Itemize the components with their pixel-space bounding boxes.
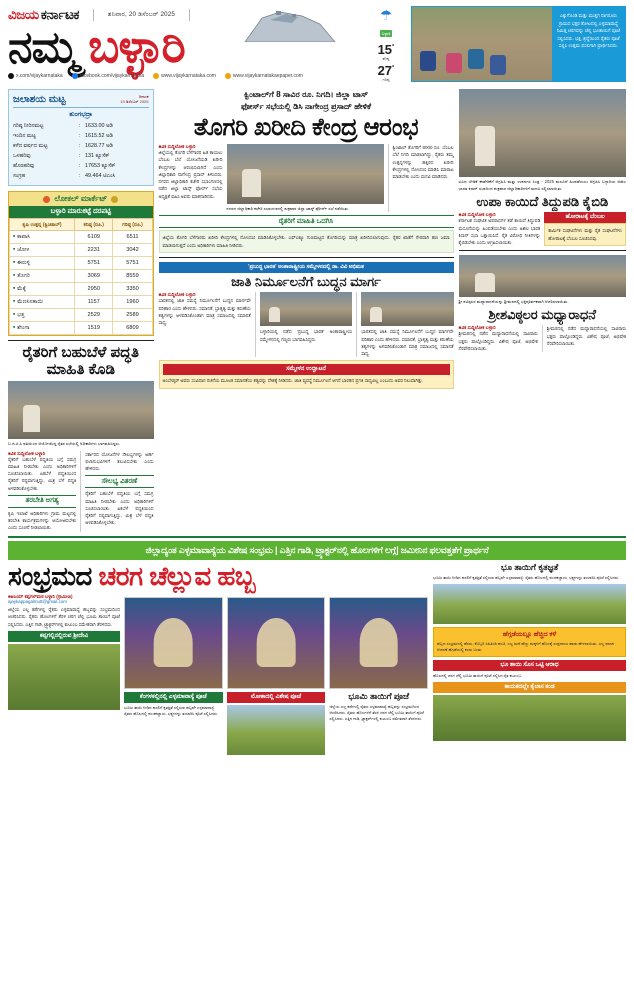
- water-level-row: [13, 141, 149, 151]
- produce-max: 8559: [113, 270, 152, 283]
- social-link-facebook-label: facebook.com/vijaykarnataka: [79, 72, 145, 79]
- water-level-value: 1633.00 ಅಡಿ: [85, 123, 113, 129]
- feature-yellow-body: ಹಬ್ಬದ ಸಂಭ್ರಮದಲ್ಲಿ ಹೆಸರು, ಕೊಬ್ಬರಿ ಸಿಹಿತಿಂಡಿ ಹಂಚಿ, ಎಲ್ಲ ಮನೆ ಹೆಣ್ಣು ಮಕ್ಕಳಿಗೆ ಹೊಲಕ್ಕೆ ಸಂಪ್ರದಾಯ ಹಾಡು ಹೇಳಲಾಯಿತು. ಎಲ್ಲ ಫಲಾನ ಆಚರಣೆ ಹೆಗ್ಗಡೆಯಲ್ಲಿ ಕಂಡು ಬಂತು.: [437, 640, 615, 652]
- market-subtitle: ಬಳ್ಳಾರಿ ಮಾರುಕಟ್ಟೆ ದರಪಟ್ಟಿ: [9, 206, 153, 218]
- feature-yellow-box: [433, 627, 626, 657]
- upa-box-body: ಕಾರ್ಮಿಕ ಸಂಘಟನೆಗಳು ಮತ್ತು ರೈತ ಸಂಘಟನೆಗಳು ಹೋರಾಟಕ್ಕೆ ಬೆಂಬಲ ಸೂಚಿಸಿದವು.: [548, 228, 623, 241]
- caste-col-2: [255, 292, 352, 357]
- feature-sub-mid-body: ಜಿಲ್ಲೆಯ ಎಲ್ಲ ಕಡೆಗಳಲ್ಲಿ ರೈತರು ಎಳ್ಳಮಾವಾಸ್ಯೆ ಹಬ್ಬವನ್ನು ಸಂಭ್ರಮದಿಂದ ಆಚರಿಸಿದರು. ರೈತರು ಹೊಲಗಳಿಗೆ ತೆರಳಿ ಚರಗ ಚೆಲ್ಲಿ ಭೂಮಿ ತಾಯಿಗೆ ಪೂಜೆ ಸಲ್ಲಿಸಿದರು. ಎತ್ತಿನ ಗಾಡಿ, ಟ್ರ್ಯಾಕ್ಟರ್‌ಗಳಲ್ಲಿ ಕುಟುಂಬ ಸಮೇತರಾಗಿ ತೆರಳಿದರು.: [329, 703, 424, 721]
- feature-main: [8, 560, 428, 755]
- table-row: [10, 309, 153, 322]
- produce-min: 2529: [74, 309, 113, 322]
- madhwaradhane-caption: ಶ್ರೀ ಶವಿಠ್ಠಲರ ಮಧ್ಯಾರಾಧನೆಯನ್ನು ಶ್ರೀಮಠದಲ್ಲಿ ಭಕ್ತಿಪೂರ್ವಕವಾಗಿ ಆಚರಿಸಲಾಯಿತು.: [458, 299, 569, 305]
- col-header-max: ಗರಿಷ್ಠ (ರೂ.): [113, 219, 152, 231]
- produce-min: 2950: [74, 283, 113, 296]
- table-row: [10, 244, 153, 257]
- lead-headline: ತೊಗರಿ ಖರೀದಿ ಕೇಂದ್ರ ಆರಂಭ: [193, 113, 419, 141]
- caste-photo-2: [361, 292, 453, 326]
- produce-name: ■ ಶೇಂಗಾ: [10, 322, 75, 335]
- multicrop-headline: ರೈತರಿಗೆ ಬಹುಬೆಳೆ ಪದ್ಧತಿ ಮಾಹಿತಿ ಕೊಡಿ: [22, 344, 139, 378]
- x-icon: [8, 73, 14, 79]
- produce-min: 1157: [74, 296, 113, 309]
- globe-icon: [153, 73, 159, 79]
- temple-photo-2: [227, 597, 326, 689]
- water-level-value: 49.464 ಟಿಎಂಸಿ: [85, 173, 116, 179]
- edition-title-ballari: ಬಳ್ಳಾರಿ: [88, 20, 185, 72]
- colon: :: [79, 163, 81, 169]
- water-level-key: ಇಂದಿನ ಮಟ್ಟ: [13, 133, 36, 139]
- edition-title-namma: ನಮ್ಮ: [8, 23, 79, 72]
- upa-box-title: ಹೋರಾಟಕ್ಕೆ ಬೆಂಬಲ: [544, 212, 626, 223]
- produce-name: ■ ಮೆಣಸಿನಕಾಯಿ: [10, 296, 75, 309]
- feature-headline: [8, 560, 428, 591]
- top-promo-caption: ಎಕ್ಕುಗೊಂಡಿ ಮತ್ತು ಮುತ್ತಗ ನಾಗನೂರು ಗ್ರಾಮದ ಭಕ್ತರ ತೋಟದಲ್ಲಿ ಎಳ್ಳಮಾವಾಸ್ಯೆ ನಿಮಿತ್ತ ಚರಗವನ್ನು ಚೆಲ್ಲಿ ಭೂತಾಯಿಗೆ ಪೂಜೆ ಸಲ್ಲಿಸಿದರು. ಭಕ್ತಿ, ಶ್ರದ್ಧೆಯಿಂದ ರೈತರು ಪೂಜೆ ಸಲ್ಲಿಸಿ ಉತ್ತಮ ಫಸಲಿಗಾಗಿ ಪ್ರಾರ್ಥಿಸಿದರು.: [552, 7, 625, 81]
- feature-bottom-photo: [433, 695, 626, 741]
- produce-min: 1519: [74, 322, 113, 335]
- caste-body-columns: [159, 292, 454, 357]
- feature-field-photo: [8, 644, 120, 710]
- caste-kicker: 'ಪ್ರಬುದ್ಧ ಭಾರತ' ಅಂತಾರಾಷ್ಟ್ರೀಯ ಸಮ್ಮೇಳನದಲ್ಲಿ ಡಾ. ವಿವಿ ಅಭಿಮತ: [159, 262, 454, 273]
- water-level-value: 17653 ಕ್ಯೂಸೆಕ್: [85, 163, 116, 169]
- water-level-date-value: 19 ಡಿಸೆಂಬರ್ 2025: [120, 99, 149, 105]
- lead-kicker-line2: ಫೋರ್ಸ್ ಸಭೆಯಲ್ಲಿ ಡಿಸಿ ನಾಗೇಂದ್ರ ಪ್ರಸಾದ್ ಹೇಳಿಕೆ: [241, 101, 372, 111]
- temple-photo-1: [124, 597, 223, 689]
- lead-body-right: ಕ್ವಿಂಟಾಲ್ ತೊಗರಿಗೆ 8000 ರೂ. ಬೆಂಬಲ ಬೆಲೆ ನಿಗದಿ ಮಾಡಲಾಗಿದ್ದು, ರೈತರು ತಮ್ಮ ಉತ್ಪನ್ನಗಳನ್ನು ಹತ್ತಿರದ ಖರೀದಿ ಕೇಂದ್ರಗಳಲ್ಲಿ ನೋಂದಣಿ ಮಾಡಿಸಿ ಮಾರಾಟ ಮಾಡಬೇಕು ಎಂದು ಮನವಿ ಮಾಡಿದರು.: [392, 144, 454, 180]
- feature-green-band: ಜಿಲ್ಲಾದ್ಯಂತ ಎಳ್ಳಮಾವಾಸ್ಯೆಯ ವಿಶೇಷ ಸಂಭ್ರಮ | ಎತ್ತಿನ ಗಾಡಿ, ಟ್ರ್ಯಾಕ್ಟರ್‌ನಲ್ಲಿ ಹೊಲಗಳಿಗೆ ಲಗ್ಗೆ| ಜಮೀನಿನ ಫಲವತ್ತತೆಗೆ ಪ್ರಾರ್ಥನೆ: [8, 541, 626, 560]
- divider: [8, 340, 154, 341]
- colon: :: [79, 143, 81, 149]
- story-upa-act: [459, 89, 626, 246]
- upa-photo: [459, 89, 626, 177]
- madhwaradhane-headline: ಶ್ರೀಶವಿಠ್ಠಲರ ಮಧ್ಯಾರಾಧನೆ: [488, 306, 597, 322]
- market-banner: [9, 192, 153, 206]
- temple-caption-2: ಮೋಕಾದಲ್ಲಿ ವಿಶೇಷ ಪೂಜೆ: [227, 692, 326, 703]
- feature-sub-mid-title: ಭೂಮಿ ತಾಯಿಗೆ ಪೂಜೆ: [348, 691, 410, 702]
- produce-name: ■ ಭತ್ತ: [10, 309, 75, 322]
- feature-side-body: ಭೂಮಿ ತಾಯಿ ನೀಡಿದ ಫಸಲಿಗೆ ಕೃತಜ್ಞತೆ ಸಲ್ಲಿಸುವ ಹಬ್ಬವೇ ಎಳ್ಳಮಾವಾಸ್ಯೆ. ರೈತರು ಹೊಲದಲ್ಲಿ ಪಂಚಕಜ್ಜಾಯ, ಭಕ್ಷ್ಯಗಳನ್ನು ತಯಾರಿಸಿ ಪೂಜೆ ಸಲ್ಲಿಸಿದರು.: [433, 574, 620, 580]
- center-column: [159, 89, 454, 532]
- water-level-key: ಗರಿಷ್ಠ ನೀರಿನಮಟ್ಟ: [13, 123, 44, 129]
- market-rates-table: [9, 218, 153, 335]
- social-link-website-label: www.vijaykarnataka.com: [161, 72, 216, 79]
- feature-temple-captions: [124, 692, 428, 755]
- colon: :: [79, 123, 81, 129]
- feature-body-columns: [8, 594, 428, 755]
- water-level-key: ಒಳಹರಿವು: [13, 153, 31, 159]
- produce-max: 6809: [113, 322, 152, 335]
- feature-orange-band: ಕಾಯಕದಲ್ಲೇ ಕೈಲಾಸ ಕಂಡ: [433, 682, 626, 693]
- madhwaradhane-body-columns: [459, 325, 626, 352]
- upa-box: [544, 223, 626, 246]
- masthead-left: [8, 6, 363, 79]
- top-promo-panel: [411, 6, 626, 82]
- produce-max: 3042: [113, 244, 152, 257]
- top-promo-photo: [412, 7, 552, 81]
- facebook-icon: [72, 73, 78, 79]
- caste-col-3: [356, 292, 453, 357]
- multicrop-col-2: [80, 451, 153, 532]
- feature-yellow-title: ಹೆಗ್ಗಡೆಯಲ್ಲೂ ಹೆಚ್ಚಿದ ಕಳೆ: [502, 630, 557, 638]
- multicrop-subhead-2: ಸೌಲಭ್ಯ ವಿತರಣೆ: [85, 475, 153, 488]
- feature-col-2: [124, 594, 428, 755]
- feature-headline-black: ಸಂಭ್ರಮದ: [8, 560, 92, 591]
- feature-temple-photos: [124, 597, 428, 689]
- upa-body: ಕರ್ನಾಟಕ ಸಂಘಟಿತ ಅಪರಾಧಗಳ ತಡೆ ಕಾಯಿದೆ ತಿದ್ದುಪಡಿ ಮಸೂದೆಯನ್ನು ಹಿಂಪಡೆಯಬೇಕು ಎಂದು ಅಖಿಲ ಭಾರತ ಕಿಸಾನ್ ಸಭಾ ಒತ್ತಾಯಿಸಿದೆ. ರೈತ ವಿರೋಧಿ ನೀತಿಗಳನ್ನು ಕೈಬಿಡಬೇಕು ಎಂದು ಆಗ್ರಹಿಸಲಾಯಿತು.: [458, 218, 541, 246]
- colon: :: [79, 133, 81, 139]
- weather-city: ಬಳ್ಳಾರಿ: [381, 31, 391, 36]
- multicrop-body-1: ರೈತರಿಗೆ ಬಹುಬೆಳೆ ಪದ್ಧತಿಯ ಬಗ್ಗೆ ಸಮಗ್ರ ಮಾಹಿತಿ ನೀಡಬೇಕು ಎಂದು ಅಧಿಕಾರಿಗಳಿಗೆ ಸೂಚಿಸಲಾಯಿತು. ಏಕಬೆಳೆ ಪದ್ಧತಿಯಿಂದ ರೈತರಿಗೆ ನಷ್ಟವಾಗುತ್ತಿದ್ದು, ಮಿಶ್ರ ಬೆಳೆ ಪದ್ಧತಿ ಅಳವಡಿಸಿಕೊಳ್ಳಬೇಕು.: [8, 456, 77, 491]
- lead-col-1: [159, 144, 223, 213]
- produce-icon: [43, 196, 50, 203]
- publisher-logo: [8, 8, 79, 22]
- produce-max: 6511: [113, 231, 152, 244]
- rain-cloud-icon: ☂: [379, 7, 393, 23]
- produce-max: 5751: [113, 257, 152, 270]
- caste-photo-1: [260, 292, 352, 326]
- divider: [459, 250, 626, 251]
- water-level-key: ಹೊರಹರಿವು: [13, 163, 35, 169]
- lead-kicker-line1: ಕ್ವಿಂಟಾಲ್‌ಗೆ 8 ಸಾವಿರ ರೂ. ನಿಗದಿ। ಜಿಲ್ಲಾ ಟಾಸ್: [243, 90, 369, 99]
- upa-col-1: [459, 212, 541, 246]
- feature-col-1: [8, 594, 120, 755]
- water-level-key: ಸಂಗ್ರಹ: [13, 173, 26, 179]
- social-link-x-label: x.com/vijaykarnataka: [16, 72, 63, 79]
- market-banner-label: ಲೋಕಲ್ ಮಾರ್ಕೆಟ್: [54, 194, 108, 203]
- caste-col-1: [159, 292, 251, 357]
- right-column: [459, 89, 626, 532]
- story-caste: [159, 262, 454, 389]
- madhwaradhane-byline: ■ ವಿಕ ಸುದ್ದಿಲೋಕ ಬಳ್ಳಾರಿ: [459, 325, 538, 330]
- water-level-row: [13, 131, 149, 141]
- caste-body-3: ಭಾರತದಲ್ಲಿ ಜಾತಿ ಸಮಸ್ಯೆ ನಿರ್ಮೂಲನೆಗೆ ಬುದ್ಧನ ಮಾರ್ಗವೇ ಪರಿಹಾರ ಎಂದು ಹೇಳಿದರು. ಸಮಾನತೆ, ಭ್ರಾತೃತ್ವ ಮತ್ತು ಕರುಣೆಯ ತತ್ವಗಳನ್ನು ಅಳವಡಿಸಿಕೊಂಡಾಗ ಮಾತ್ರ ಸಮಾಜದಲ್ಲಿ ಸಮಾನತೆ ಸಾಧ್ಯ.: [361, 329, 454, 357]
- feature-side: [433, 563, 626, 755]
- social-link-epaper-label: www.vijaykarnatakaepaper.com: [232, 72, 303, 79]
- feature-wrap: [8, 560, 626, 755]
- col-header-min: ಕನಿಷ್ಠ (ರೂ.): [74, 219, 113, 231]
- weather-min-label: ಕನಿಷ್ಠ: [382, 56, 390, 61]
- lead-col-3: [388, 144, 454, 213]
- divider: [159, 257, 454, 258]
- upa-headline: ಉಪಾ ಕಾಯಿದೆ ತಿದ್ದುಪಡಿ ಕೈಬಿಡಿ: [476, 194, 609, 209]
- lead-quote-text: ಜಿಲ್ಲೆಯ ತೊಗರಿ ಬೆಳೆಗಾರರು ಖರೀದಿ ಕೇಂದ್ರಗಳಲ್ಲಿ ನೋಂದಣಿ ಮಾಡಿಸಿಕೊಳ್ಳಬೇಕು. ಎಫ್‌ಎಕ್ಯೂ ಗುಣಮಟ್ಟದ ತೊಗರಿಯನ್ನು ಮಾತ್ರ ಖರೀದಿಸಲಾಗುವುದು. ರೈತರ ಖಾತೆಗೆ ನೇರವಾಗಿ ಹಣ ಜಮಾ ಮಾಡಲಾಗುತ್ತದೆ ಎಂದು ಅಧಿಕಾರಿಗಳು ಮಾಹಿತಿ ನೀಡಿದರು.: [162, 235, 450, 248]
- weather-max-temp: 27°: [377, 63, 395, 78]
- caste-quote-text: ಅಂಬೇಡ್ಕರ್ ಅವರು ಸಂವಿಧಾನ ರಚನೆಯ ಮೂಲಕ ಸಮಾನತೆಯ ತತ್ವವನ್ನು ದೇಶಕ್ಕೆ ನೀಡಿದರು. ಜಾತಿ ವ್ಯವಸ್ಥೆ ನಿರ್ಮೂಲನೆ ಆಗದೆ ಭಾರತದ ಪ್ರಗತಿ ಸಾಧ್ಯವಿಲ್ಲ ಎಂಬುದು ಅವರ ನಿಲುವಾಗಿತ್ತು.: [162, 378, 424, 384]
- table-row: [10, 322, 153, 335]
- water-level-row: [13, 151, 149, 161]
- water-level-header: [13, 94, 149, 108]
- temple-caption-1: ಕೆಂಗಳಕಲ್ಲಿನಲ್ಲಿ ಎಳ್ಳಮಾವಾಸ್ಯೆ ಪೂಜೆ: [124, 692, 223, 703]
- caste-byline: ■ ವಿಕ ಸುದ್ದಿಲೋಕ ಬಳ್ಳಾರಿ: [159, 292, 251, 297]
- left-column: [8, 89, 154, 532]
- multicrop-body-3: ಸರ್ಕಾರದ ಯೋಜನೆಗಳ ಸೌಲಭ್ಯಗಳನ್ನು ಅರ್ಹ ಫಲಾನುಭವಿಗಳಿಗೆ ತಲುಪಿಸಬೇಕು ಎಂದು ಹೇಳಿದರು.: [85, 451, 154, 472]
- produce-min: 3069: [74, 270, 113, 283]
- multicrop-byline: ■ ವಿಕ ಸುದ್ದಿಲೋಕ ಬಳ್ಳಾರಿ: [8, 451, 76, 456]
- water-level-value: 131 ಕ್ಯೂಸೆಕ್: [85, 153, 110, 159]
- water-level-key: ಕಳೆದ ವರ್ಷದ ಮಟ್ಟ: [13, 143, 48, 149]
- produce-max: 2589: [113, 309, 152, 322]
- water-level-row: [13, 171, 149, 181]
- lead-body-columns: [159, 144, 454, 213]
- produce-min: 2231: [74, 244, 113, 257]
- multicrop-subhead-1: ತರಬೇತಿ ಅಗತ್ಯ: [8, 495, 76, 508]
- produce-max: 1960: [113, 296, 152, 309]
- caste-body-1: ಭಾರತದಲ್ಲಿ ಜಾತಿ ಸಮಸ್ಯೆ ನಿರ್ಮೂಲನೆಗೆ ಬುದ್ಧನ ಮಾರ್ಗವೇ ಪರಿಹಾರ ಎಂದು ಹೇಳಿದರು. ಸಮಾನತೆ, ಭ್ರಾತೃತ್ವ ಮತ್ತು ಕರುಣೆಯ ತತ್ವಗಳನ್ನು ಅಳವಡಿಸಿಕೊಂಡಾಗ ಮಾತ್ರ ಸಮಾಜದಲ್ಲಿ ಸಮಾನತೆ ಸಾಧ್ಯ.: [158, 298, 251, 326]
- feature-side-title: ಭೂ ತಾಯಿಗೆ ಕೃತಜ್ಞತೆ: [500, 561, 559, 572]
- water-level-date-label: ದಿನಾಂಕ: [138, 94, 149, 99]
- produce-min: 5751: [74, 257, 113, 270]
- multicrop-col-1: [8, 451, 76, 532]
- feature-red-body: ಹೊಲದಲ್ಲಿ ಚರಗ ಚೆಲ್ಲಿ ಭೂಮಿ ತಾಯಿಗೆ ಪೂಜೆ ಸಲ್ಲಿಸಿದ ರೈತ ಕುಟುಂಬ.: [433, 672, 523, 678]
- epaper-icon: [225, 73, 231, 79]
- lead-photo: [227, 144, 384, 204]
- temple-body-1: ಭೂಮಿ ತಾಯಿ ನೀಡಿದ ಫಸಲಿಗೆ ಕೃತಜ್ಞತೆ ಸಲ್ಲಿಸುವ ಹಬ್ಬವೇ ಎಳ್ಳಮಾವಾಸ್ಯೆ. ರೈತರು ಹೊಲದಲ್ಲಿ ಪಂಚಕಜ್ಜಾಯ, ಭಕ್ಷ್ಯಗಳನ್ನು ತಯಾರಿಸಿ ಪೂಜೆ ಸಲ್ಲಿಸಿದರು.: [124, 705, 219, 717]
- colon: :: [79, 153, 81, 159]
- grain-icon: [111, 196, 118, 203]
- feature-byline: ■ ಅಜಯ್ ಕಪ್ಪಗಲ್‌ಮಠ ಬಳ್ಳಾರಿ (ಗ್ರಾಮೀಣ): [8, 594, 120, 599]
- madhwaradhane-col-1: [459, 325, 538, 352]
- water-level-row: [13, 121, 149, 131]
- produce-name: ■ ಮೆಕ್ಕೆ: [10, 283, 75, 296]
- lead-photo-wrap: [227, 144, 384, 213]
- temple-photo-extra: [227, 705, 326, 755]
- table-row: [10, 296, 153, 309]
- publisher-name-karnataka: ಕರ್ನಾಟಕ: [40, 6, 79, 22]
- madhwaradhane-photo: [459, 255, 626, 297]
- caste-headline: ಜಾತಿ ನಿರ್ಮೂಲನೆಗೆ ಬುದ್ಧನ ಮಾರ್ಗ: [231, 274, 381, 290]
- upa-col-2: [544, 212, 626, 246]
- col-header-produce: ಕೃಷಿ ಉತ್ಪನ್ನ (ಕ್ವಿಂಟಾಲ್): [10, 219, 75, 231]
- story-madhwaradhane: [459, 255, 626, 352]
- upa-photo-caption: ವಿವಿಧ ಬೇಡಿಕೆ ಈಡೇರಿಕೆಗೆ ಆಗ್ರಹಿಸಿ ಮತ್ತು ಉಪನಗರ ಸಿಂಡ್ರ - 2025 ಮಸೂದೆ ಹಿಂಪಡೆಯಲು ಆಗ್ರಹಿಸಿ ಬಳ್ಳಾರಿಯ ಅಖಿಲ ಭಾರತ ಕಿಸಾನ್ ಸಭಾದಿಂದ ಶುಕ್ರವಾರ ಜಿಲ್ಲಾಧಿಕಾರಿಗಳಿಗೆ ಮನವಿ ಸಲ್ಲಿಸಲಾಯಿತು.: [458, 179, 626, 191]
- feature-body: ಜಿಲ್ಲೆಯ ಎಲ್ಲ ಕಡೆಗಳಲ್ಲಿ ರೈತರು ಎಳ್ಳಮಾವಾಸ್ಯೆ ಹಬ್ಬವನ್ನು ಸಂಭ್ರಮದಿಂದ ಆಚರಿಸಿದರು. ರೈತರು ಹೊಲಗಳಿಗೆ ತೆರಳಿ ಚರಗ ಚೆಲ್ಲಿ ಭೂಮಿ ತಾಯಿಗೆ ಪೂಜೆ ಸಲ್ಲಿಸಿದರು. ಎತ್ತಿನ ಗಾಡಿ, ಟ್ರ್ಯಾಕ್ಟರ್‌ಗಳಲ್ಲಿ ಕುಟುಂಬ ಸಮೇತರಾಗಿ ತೆರಳಿದರು.: [8, 607, 120, 627]
- hill-fort-illustration: [240, 8, 340, 42]
- caste-quote-box: [159, 360, 454, 388]
- multicrop-body-columns: [8, 451, 154, 532]
- caste-quote-label: ಸಮ್ಮೇಳನ ಉದ್ಘಾಟನೆ: [163, 364, 450, 375]
- table-row: [10, 257, 153, 270]
- feature-sub-mid-wrap: [329, 692, 428, 755]
- multicrop-body-4: ರೈತರಿಗೆ ಬಹುಬೆಳೆ ಪದ್ಧತಿಯ ಬಗ್ಗೆ ಸಮಗ್ರ ಮಾಹಿತಿ ನೀಡಬೇಕು ಎಂದು ಅಧಿಕಾರಿಗಳಿಗೆ ಸೂಚಿಸಲಾಯಿತು. ಏಕಬೆಳೆ ಪದ್ಧತಿಯಿಂದ ರೈತರಿಗೆ ನಷ್ಟವಾಗುತ್ತಿದ್ದು, ಮಿಶ್ರ ಬೆಳೆ ಪದ್ಧತಿ ಅಳವಡಿಸಿಕೊಳ್ಳಬೇಕು.: [85, 491, 154, 526]
- multicrop-photo: [8, 381, 154, 439]
- feature-red-band: ಭೂ ತಾಯಿ ಸೊಸ ಒಟ್ಟಿ ಆರಾಧ: [433, 660, 626, 671]
- produce-name: ■ ಈರುಳ್ಳಿ: [10, 257, 75, 270]
- table-row: [10, 231, 153, 244]
- lead-quote-box: [159, 230, 454, 253]
- temple-photo-3: [329, 597, 428, 689]
- social-link-epaper[interactable]: [225, 73, 303, 79]
- caste-body-2: ಬಳ್ಳಾರಿಯಲ್ಲಿ ನಡೆದ 'ಪ್ರಬುದ್ಧ ಭಾರತ' ಅಂತಾರಾಷ್ಟ್ರೀಯ ಸಮ್ಮೇಳನದಲ್ಲಿ ಗಣ್ಯರು ಭಾಗವಹಿಸಿದ್ದರು.: [259, 329, 353, 342]
- main-columns: [8, 89, 626, 532]
- multicrop-photo-caption: ಬ.ಜಿ.ಪಿ.ಸಿ ವತಿಯಿಂದ ಆಯೋಜಿಸಿದ್ದ ರೈತರ ಸಭೆಯಲ್ಲಿ ಅಧಿಕಾರಿಗಳು ಭಾಗವಹಿಸಿದ್ದರು.: [8, 441, 121, 446]
- madhwaradhane-body-2: ಶ್ರೀಮಠದಲ್ಲಿ ನಡೆದ ಮಧ್ಯಾರಾಧನೆಯಲ್ಲಿ ಸಾವಿರಾರು ಭಕ್ತರು ಪಾಲ್ಗೊಂಡಿದ್ದರು. ವಿಶೇಷ ಪೂಜೆ, ಅಭಿಷೇಕ ನೆರವೇರಿಸಲಾಯಿತು.: [546, 326, 627, 346]
- temple-caption-2-wrap: [227, 692, 326, 755]
- masthead: [8, 6, 626, 84]
- weather-widget: [365, 6, 407, 82]
- market-rates-box: [8, 191, 154, 336]
- table-row: [10, 270, 153, 283]
- lead-body-left: ಜಿಲ್ಲೆಯಲ್ಲಿ ತೊಗರಿ ಬೆಳೆಗಾರರ ಹಿತ ಕಾಯಲು ಬೆಂಬಲ ಬೆಲೆ ಯೋಜನೆಯಡಿ ಖರೀದಿ ಕೇಂದ್ರಗಳನ್ನು ಆರಂಭಿಸಲಾಗಿದೆ ಎಂದು ಜಿಲ್ಲಾಧಿಕಾರಿ ನಾಗೇಂದ್ರ ಪ್ರಸಾದ್ ತಿಳಿಸಿದರು. ನಗರದ ಜಿಲ್ಲಾಧಿಕಾರಿ ಕಚೇರಿ ಸಭಾಂಗಣದಲ್ಲಿ ನಡೆದ ಜಿಲ್ಲಾ ಟಾಸ್ಕ್ ಫೋರ್ಸ್ ಸಭೆಯ ಅಧ್ಯಕ್ಷತೆ ವಹಿಸಿ ಅವರು ಮಾತನಾಡಿದರು.: [158, 149, 223, 199]
- produce-name: ■ ಜೋಳ: [10, 244, 75, 257]
- water-level-value: 1615.52 ಅಡಿ: [85, 133, 113, 139]
- water-level-date: [120, 94, 148, 104]
- lead-photo-caption: ನಗರದ ಜಿಲ್ಲಾಧಿಕಾರಿ ಕಚೇರಿ ಸಭಾಂಗಣದಲ್ಲಿ ಶುಕ್ರವಾರ ಜಿಲ್ಲಾ ಟಾಸ್ಕ್ ಫೋರ್ಸ್ ಸಭೆ ನಡೆಯಿತು.: [226, 205, 350, 211]
- social-link-website[interactable]: [153, 73, 216, 79]
- lead-story: [159, 89, 454, 253]
- water-level-box: [8, 89, 154, 186]
- story-multicrop: [8, 345, 154, 532]
- social-link-x[interactable]: [8, 73, 63, 79]
- water-level-row: [13, 161, 149, 171]
- publisher-name-vijaya: ವಿಜಯ: [8, 6, 39, 22]
- colon: :: [79, 173, 81, 179]
- issue-date: ಶನಿವಾರ, 20 ಡಿಸೆಂಬರ್ 2025: [93, 9, 190, 21]
- lead-subhead: ರೈತರಿಗೆ ಮಾಹಿತಿ ಒದಗಿಸಿ: [159, 215, 454, 228]
- social-link-facebook[interactable]: [72, 73, 144, 79]
- feature-temple-band: ಕಪ್ಪಗಲ್ಲಿನಲ್ಲಿರುವ ಶ್ರೀದೇವಿ: [8, 631, 120, 642]
- produce-max: 3350: [113, 283, 152, 296]
- lead-byline: ■ ವಿಕ ಸುದ್ದಿಲೋಕ ಬಳ್ಳಾರಿ: [159, 144, 223, 149]
- table-header-row: [10, 219, 153, 231]
- madhwaradhane-body-1: ಶ್ರೀಮಠದಲ್ಲಿ ನಡೆದ ಮಧ್ಯಾರಾಧನೆಯಲ್ಲಿ ಸಾವಿರಾರು ಭಕ್ತರು ಪಾಲ್ಗೊಂಡಿದ್ದರು. ವಿಶೇಷ ಪೂಜೆ, ಅಭಿಷೇಕ ನೆರವೇರಿಸಲಾಯಿತು.: [458, 331, 538, 351]
- bottom-feature: [8, 536, 626, 755]
- feature-side-photo: [433, 584, 626, 624]
- produce-name: ■ ತೊಗರಿ: [10, 270, 75, 283]
- water-level-value: 1628.77 ಅಡಿ: [85, 143, 113, 149]
- produce-min: 6109: [74, 231, 113, 244]
- produce-name: ■ ಕಾಪಾಸಿ: [10, 231, 75, 244]
- madhwaradhane-col-2: [542, 325, 626, 352]
- temple-caption-1-wrap: [124, 692, 223, 755]
- water-level-subtitle: ತುಂಗಭದ್ರಾ: [69, 111, 93, 118]
- feature-headline-red: ಚರಗ ಚೆಲ್ಲುವ ಹಬ್ಬ: [98, 560, 255, 591]
- weather-min-temp: 15°: [377, 42, 395, 57]
- feature-email: ajaykappagalmutt@gmail.com: [8, 599, 67, 605]
- water-level-title: ಜಲಾಶಯ ಮಟ್ಟ: [13, 94, 66, 105]
- upa-body-columns: [459, 212, 626, 246]
- multicrop-body-2: ಕೃಷಿ ಇಲಾಖೆ ಅಧಿಕಾರಿಗಳು ಗ್ರಾಮ ಮಟ್ಟದಲ್ಲಿ ತರಬೇತಿ ಕಾರ್ಯಕ್ರಮಗಳನ್ನು ಆಯೋಜಿಸಬೇಕು ಎಂದು ಸೂಚನೆ ನೀಡಲಾಯಿತು.: [8, 510, 77, 531]
- table-row: [10, 283, 153, 296]
- upa-byline: ■ ವಿಕ ಸುದ್ದಿಲೋಕ ಬಳ್ಳಾರಿ: [459, 212, 541, 217]
- social-links: [8, 73, 363, 79]
- weather-max-label: ಗರಿಷ್ಠ: [382, 77, 390, 82]
